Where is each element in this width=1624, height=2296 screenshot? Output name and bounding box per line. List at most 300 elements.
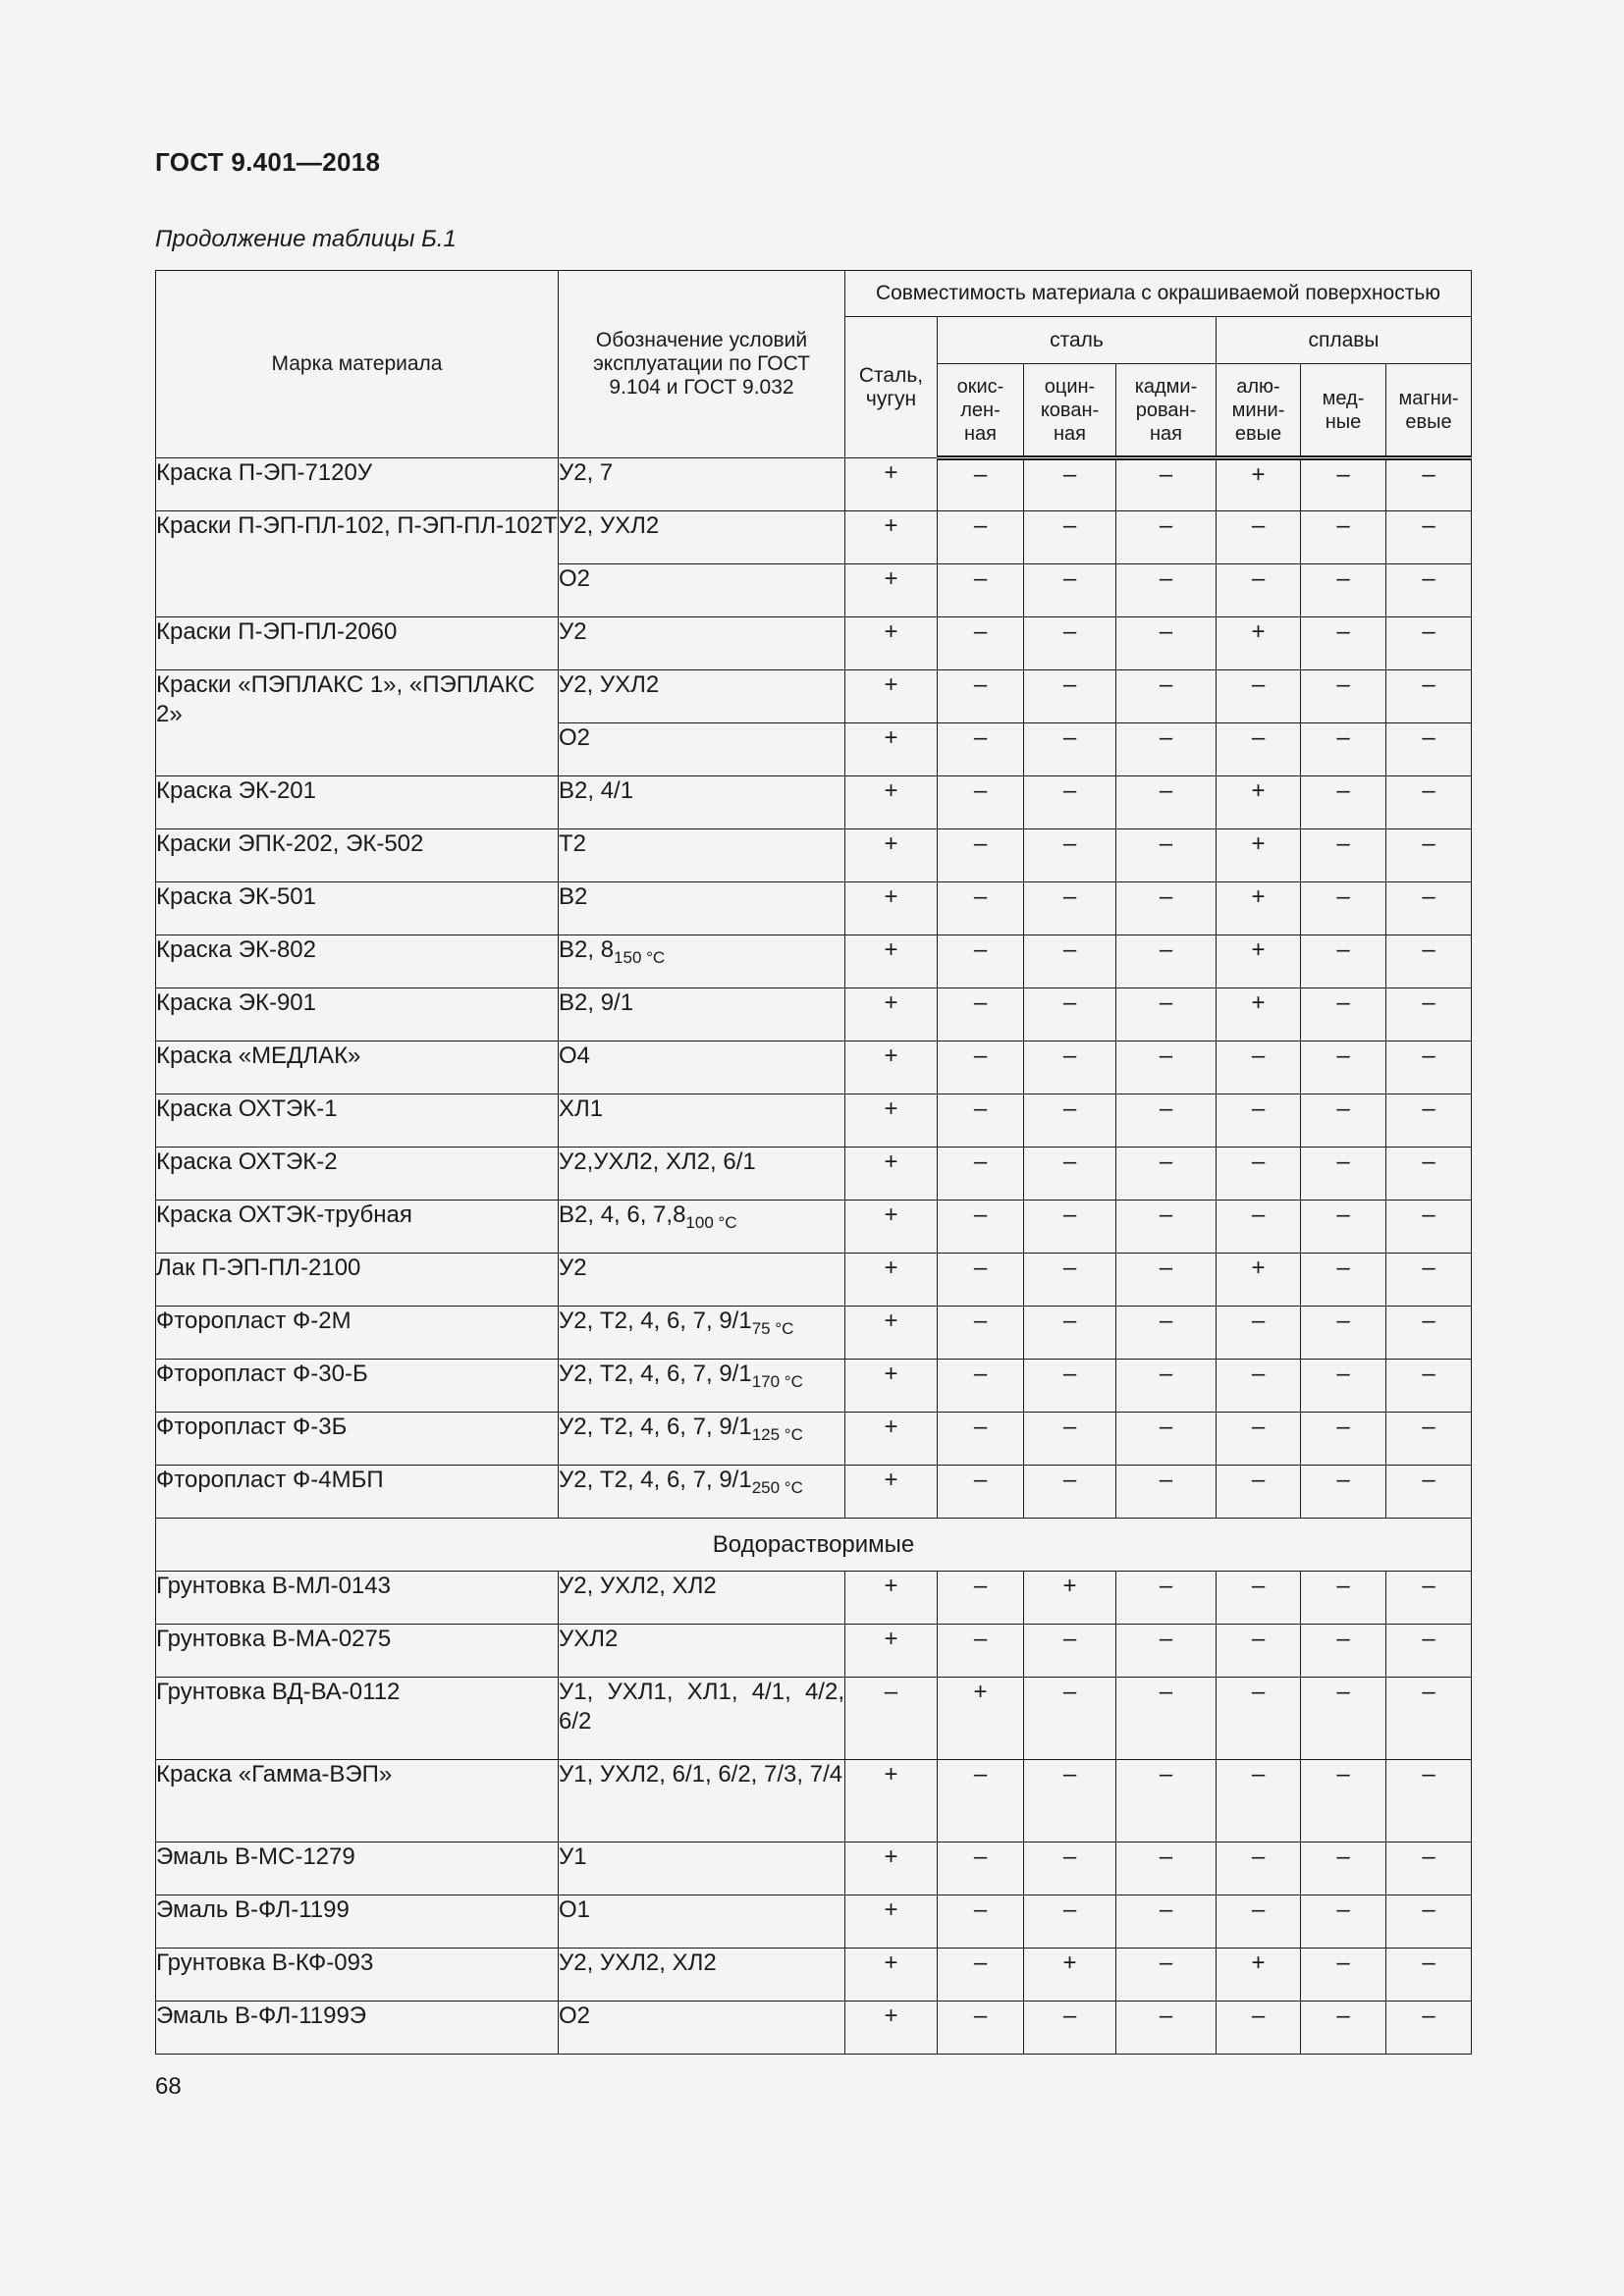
mark-cadmium: – — [1116, 723, 1217, 776]
mark-cadmium: – — [1116, 1095, 1217, 1148]
mark-oxidized: – — [938, 1041, 1024, 1095]
section-row — [156, 1519, 1472, 1572]
table-row — [156, 882, 1472, 935]
material-name: Краска ОХТЭК-1 — [156, 1095, 559, 1148]
conditions: У2, УХЛ2 — [559, 670, 845, 723]
mark-cadmium: – — [1116, 1572, 1217, 1625]
mark-steel-iron: + — [845, 511, 938, 564]
material-name: Краски ЭПК-202, ЭК-502 — [156, 829, 559, 882]
mark-oxidized: – — [938, 1842, 1024, 1896]
material-name: Грунтовка В-МА-0275 — [156, 1625, 559, 1678]
table-row — [156, 1360, 1472, 1413]
mark-oxidized: – — [938, 1949, 1024, 2002]
conditions: О1 — [559, 1896, 845, 1949]
material-name: Краска ЭК-201 — [156, 776, 559, 829]
mark-magnesium: – — [1386, 1307, 1472, 1360]
mark-oxidized: – — [938, 670, 1024, 723]
mark-copper: – — [1301, 458, 1386, 511]
conditions: У2 — [559, 617, 845, 670]
mark-oxidized: – — [938, 1307, 1024, 1360]
mark-galvanized: – — [1024, 882, 1116, 935]
mark-steel-iron: + — [845, 1572, 938, 1625]
table-row — [156, 511, 1472, 564]
table-row — [156, 1949, 1472, 2002]
material-name: Краска ОХТЭК-трубная — [156, 1201, 559, 1254]
mark-oxidized: – — [938, 723, 1024, 776]
mark-aluminum: + — [1217, 1254, 1301, 1307]
table-row — [156, 1678, 1472, 1760]
mark-galvanized: – — [1024, 1360, 1116, 1413]
mark-magnesium: – — [1386, 935, 1472, 988]
conditions: У2, УХЛ2, ХЛ2 — [559, 1949, 845, 2002]
mark-galvanized: – — [1024, 988, 1116, 1041]
mark-galvanized: – — [1024, 935, 1116, 988]
table-row — [156, 1041, 1472, 1095]
table-row — [156, 935, 1472, 988]
mark-aluminum: – — [1217, 1360, 1301, 1413]
mark-copper: – — [1301, 1360, 1386, 1413]
mark-aluminum: – — [1217, 1148, 1301, 1201]
table-row — [156, 1201, 1472, 1254]
mark-steel-iron: + — [845, 2002, 938, 2055]
mark-cadmium: – — [1116, 935, 1217, 988]
material-name: Фторопласт Ф-4МБП — [156, 1466, 559, 1519]
header-material: Марка материала — [156, 271, 559, 458]
mark-copper: – — [1301, 1148, 1386, 1201]
conditions: В2, 4/1 — [559, 776, 845, 829]
mark-steel-iron: + — [845, 617, 938, 670]
temperature-subscript: 100 °С — [685, 1213, 737, 1232]
mark-magnesium: – — [1386, 723, 1472, 776]
mark-oxidized: – — [938, 1760, 1024, 1842]
mark-cadmium: – — [1116, 1760, 1217, 1842]
mark-magnesium: – — [1386, 670, 1472, 723]
mark-oxidized: – — [938, 935, 1024, 988]
mark-oxidized: – — [938, 1201, 1024, 1254]
mark-copper: – — [1301, 882, 1386, 935]
material-name: Эмаль В-ФЛ-1199 — [156, 1896, 559, 1949]
mark-cadmium: – — [1116, 617, 1217, 670]
mark-copper: – — [1301, 511, 1386, 564]
table-row — [156, 2002, 1472, 2055]
mark-aluminum: – — [1217, 1041, 1301, 1095]
mark-copper: – — [1301, 723, 1386, 776]
header-magnesium: магни- евые — [1386, 364, 1472, 458]
mark-magnesium: – — [1386, 1625, 1472, 1678]
mark-steel-iron: + — [845, 829, 938, 882]
mark-galvanized: – — [1024, 1625, 1116, 1678]
table-row — [156, 1254, 1472, 1307]
mark-aluminum: – — [1217, 1466, 1301, 1519]
conditions: О2 — [559, 564, 845, 617]
conditions-text: У2, Т2, 4, 6, 7, 9/1 — [559, 1414, 752, 1440]
conditions: У2 — [559, 1254, 845, 1307]
mark-aluminum: – — [1217, 1413, 1301, 1466]
mark-galvanized: – — [1024, 1041, 1116, 1095]
mark-steel-iron: + — [845, 1625, 938, 1678]
mark-cadmium: – — [1116, 1041, 1217, 1095]
table-row — [156, 988, 1472, 1041]
mark-oxidized: – — [938, 882, 1024, 935]
mark-steel-iron: + — [845, 1466, 938, 1519]
mark-oxidized: – — [938, 988, 1024, 1041]
conditions: У2, УХЛ2 — [559, 511, 845, 564]
header-steel-group: сталь — [938, 317, 1217, 364]
mark-magnesium: – — [1386, 1201, 1472, 1254]
mark-aluminum: – — [1217, 511, 1301, 564]
table-caption: Продолжение таблицы Б.1 — [155, 226, 457, 252]
mark-cadmium: – — [1116, 776, 1217, 829]
mark-magnesium: – — [1386, 1760, 1472, 1842]
table-row — [156, 617, 1472, 670]
conditions: У2, 7 — [559, 458, 845, 511]
mark-magnesium: – — [1386, 2002, 1472, 2055]
material-name: Краски П-ЭП-ПЛ-102, П-ЭП-ПЛ-102Т — [156, 511, 559, 617]
material-name: Грунтовка В-МЛ-0143 — [156, 1572, 559, 1625]
mark-cadmium: – — [1116, 988, 1217, 1041]
mark-steel-iron: + — [845, 670, 938, 723]
mark-oxidized: – — [938, 1466, 1024, 1519]
conditions — [559, 1360, 845, 1413]
conditions: О4 — [559, 1041, 845, 1095]
material-name: Краска П-ЭП-7120У — [156, 458, 559, 511]
mark-steel-iron: + — [845, 1041, 938, 1095]
header-copper: мед- ные — [1301, 364, 1386, 458]
material-name: Грунтовка В-КФ-093 — [156, 1949, 559, 2002]
mark-oxidized: – — [938, 1360, 1024, 1413]
mark-magnesium: – — [1386, 1466, 1472, 1519]
conditions: У2,УХЛ2, ХЛ2, 6/1 — [559, 1148, 845, 1201]
mark-galvanized: – — [1024, 511, 1116, 564]
material-name: Фторопласт Ф-2М — [156, 1307, 559, 1360]
mark-galvanized: – — [1024, 458, 1116, 511]
material-name: Фторопласт Ф-30-Б — [156, 1360, 559, 1413]
material-name: Грунтовка ВД-ВА-0112 — [156, 1678, 559, 1760]
temperature-subscript: 150 °С — [614, 948, 666, 967]
mark-cadmium: – — [1116, 1625, 1217, 1678]
conditions — [559, 935, 845, 988]
table-row — [156, 1760, 1472, 1842]
mark-aluminum: – — [1217, 1307, 1301, 1360]
mark-galvanized: – — [1024, 1307, 1116, 1360]
mark-aluminum: – — [1217, 1572, 1301, 1625]
mark-aluminum: – — [1217, 1896, 1301, 1949]
mark-magnesium: – — [1386, 1572, 1472, 1625]
mark-oxidized: – — [938, 829, 1024, 882]
mark-magnesium: – — [1386, 1949, 1472, 2002]
material-name: Краски «ПЭПЛАКС 1», «ПЭПЛАКС 2» — [156, 670, 559, 776]
mark-oxidized: – — [938, 1095, 1024, 1148]
mark-steel-iron: + — [845, 776, 938, 829]
conditions-text: В2, 4, 6, 7,8 — [559, 1201, 686, 1228]
mark-copper: – — [1301, 1949, 1386, 2002]
mark-magnesium: – — [1386, 1041, 1472, 1095]
header-steel-iron: Сталь, чугун — [845, 317, 938, 458]
conditions — [559, 1307, 845, 1360]
mark-steel-iron: + — [845, 1148, 938, 1201]
mark-galvanized: – — [1024, 723, 1116, 776]
mark-galvanized: – — [1024, 829, 1116, 882]
header-galvanized: оцин- кован- ная — [1024, 364, 1116, 458]
conditions-text: В2, 8 — [559, 936, 615, 963]
mark-cadmium: – — [1116, 511, 1217, 564]
mark-copper: – — [1301, 1413, 1386, 1466]
conditions: У1 — [559, 1842, 845, 1896]
page-number: 68 — [155, 2073, 182, 2100]
mark-magnesium: – — [1386, 1842, 1472, 1896]
mark-oxidized: – — [938, 617, 1024, 670]
mark-copper: – — [1301, 1625, 1386, 1678]
mark-oxidized: – — [938, 1896, 1024, 1949]
header-oxidized: окис- лен- ная — [938, 364, 1024, 458]
table-row — [156, 776, 1472, 829]
mark-copper: – — [1301, 1201, 1386, 1254]
conditions-text: У2, Т2, 4, 6, 7, 9/1 — [559, 1308, 752, 1334]
mark-galvanized: – — [1024, 776, 1116, 829]
mark-steel-iron: + — [845, 1760, 938, 1842]
mark-cadmium: – — [1116, 1466, 1217, 1519]
mark-cadmium: – — [1116, 2002, 1217, 2055]
mark-magnesium: – — [1386, 1678, 1472, 1760]
mark-aluminum: + — [1217, 458, 1301, 511]
conditions: У2, УХЛ2, ХЛ2 — [559, 1572, 845, 1625]
header-cadmium: кадми- рован- ная — [1116, 364, 1217, 458]
mark-aluminum: – — [1217, 1201, 1301, 1254]
header-alloys-group: сплавы — [1217, 317, 1472, 364]
mark-cadmium: – — [1116, 1949, 1217, 2002]
mark-copper: – — [1301, 935, 1386, 988]
mark-galvanized: – — [1024, 1095, 1116, 1148]
mark-galvanized: – — [1024, 1760, 1116, 1842]
mark-galvanized: – — [1024, 1466, 1116, 1519]
mark-steel-iron: + — [845, 988, 938, 1041]
conditions-text: У2, Т2, 4, 6, 7, 9/1 — [559, 1361, 752, 1387]
mark-cadmium: – — [1116, 1307, 1217, 1360]
table-row — [156, 670, 1472, 723]
mark-cadmium: – — [1116, 458, 1217, 511]
mark-magnesium: – — [1386, 1896, 1472, 1949]
mark-steel-iron: + — [845, 564, 938, 617]
table-row — [156, 1466, 1472, 1519]
temperature-subscript: 75 °С — [751, 1319, 794, 1338]
table-row — [156, 1148, 1472, 1201]
mark-steel-iron: + — [845, 1254, 938, 1307]
mark-galvanized: – — [1024, 1148, 1116, 1201]
mark-galvanized: + — [1024, 1572, 1116, 1625]
mark-steel-iron: + — [845, 1307, 938, 1360]
mark-steel-iron: + — [845, 1896, 938, 1949]
mark-aluminum: – — [1217, 564, 1301, 617]
mark-aluminum: + — [1217, 617, 1301, 670]
conditions: ХЛ1 — [559, 1095, 845, 1148]
mark-magnesium: – — [1386, 776, 1472, 829]
conditions: УХЛ2 — [559, 1625, 845, 1678]
material-name: Эмаль В-МС-1279 — [156, 1842, 559, 1896]
temperature-subscript: 170 °С — [751, 1372, 803, 1391]
mark-cadmium: – — [1116, 1678, 1217, 1760]
mark-galvanized: – — [1024, 2002, 1116, 2055]
mark-aluminum: + — [1217, 882, 1301, 935]
material-name: Фторопласт Ф-3Б — [156, 1413, 559, 1466]
mark-galvanized: – — [1024, 1678, 1116, 1760]
mark-magnesium: – — [1386, 617, 1472, 670]
mark-galvanized: – — [1024, 617, 1116, 670]
mark-aluminum: – — [1217, 723, 1301, 776]
mark-aluminum: – — [1217, 1760, 1301, 1842]
mark-galvanized: – — [1024, 1254, 1116, 1307]
mark-aluminum: – — [1217, 1625, 1301, 1678]
mark-steel-iron: – — [845, 1678, 938, 1760]
mark-oxidized: – — [938, 1148, 1024, 1201]
mark-magnesium: – — [1386, 564, 1472, 617]
mark-aluminum: + — [1217, 935, 1301, 988]
mark-magnesium: – — [1386, 829, 1472, 882]
mark-magnesium: – — [1386, 1148, 1472, 1201]
mark-magnesium: – — [1386, 1413, 1472, 1466]
material-name: Краска ОХТЭК-2 — [156, 1148, 559, 1201]
mark-cadmium: – — [1116, 1896, 1217, 1949]
mark-oxidized: – — [938, 511, 1024, 564]
mark-galvanized: – — [1024, 1896, 1116, 1949]
mark-aluminum: + — [1217, 988, 1301, 1041]
conditions — [559, 1413, 845, 1466]
mark-magnesium: – — [1386, 1254, 1472, 1307]
conditions: У1, УХЛ2, 6/1, 6/2, 7/3, 7/4 — [559, 1760, 845, 1842]
conditions: Т2 — [559, 829, 845, 882]
section-water-soluble: Водорастворимые — [156, 1519, 1472, 1572]
mark-magnesium: – — [1386, 1360, 1472, 1413]
temperature-subscript: 250 °С — [751, 1478, 803, 1497]
mark-steel-iron: + — [845, 1095, 938, 1148]
conditions — [559, 1201, 845, 1254]
mark-copper: – — [1301, 1678, 1386, 1760]
mark-oxidized: + — [938, 1678, 1024, 1760]
table-row — [156, 1842, 1472, 1896]
conditions: В2 — [559, 882, 845, 935]
mark-magnesium: – — [1386, 882, 1472, 935]
mark-steel-iron: + — [845, 1201, 938, 1254]
material-name: Краска «МЕДЛАК» — [156, 1041, 559, 1095]
material-name: Краска ЭК-901 — [156, 988, 559, 1041]
mark-copper: – — [1301, 564, 1386, 617]
mark-aluminum: + — [1217, 1949, 1301, 2002]
mark-copper: – — [1301, 829, 1386, 882]
mark-cadmium: – — [1116, 1842, 1217, 1896]
mark-copper: – — [1301, 1041, 1386, 1095]
mark-steel-iron: + — [845, 1949, 938, 2002]
mark-oxidized: – — [938, 776, 1024, 829]
conditions-text: У2, Т2, 4, 6, 7, 9/1 — [559, 1467, 752, 1493]
mark-copper: – — [1301, 1307, 1386, 1360]
mark-cadmium: – — [1116, 882, 1217, 935]
mark-magnesium: – — [1386, 988, 1472, 1041]
mark-copper: – — [1301, 1760, 1386, 1842]
mark-oxidized: – — [938, 1572, 1024, 1625]
mark-aluminum: – — [1217, 1678, 1301, 1760]
material-name: Краски П-ЭП-ПЛ-2060 — [156, 617, 559, 670]
mark-galvanized: + — [1024, 1949, 1116, 2002]
mark-galvanized: – — [1024, 564, 1116, 617]
header-conditions: Обозначение условий эксплуатации по ГОСТ 9.104 и ГОСТ 9.032 — [559, 271, 845, 458]
mark-oxidized: – — [938, 1254, 1024, 1307]
table-row — [156, 829, 1472, 882]
mark-copper: – — [1301, 776, 1386, 829]
mark-steel-iron: + — [845, 1413, 938, 1466]
mark-cadmium: – — [1116, 1360, 1217, 1413]
table-row — [156, 1625, 1472, 1678]
table-row — [156, 1572, 1472, 1625]
material-name: Краска ЭК-501 — [156, 882, 559, 935]
material-name: Краска «Гамма-ВЭП» — [156, 1760, 559, 1842]
compatibility-table — [155, 270, 1472, 2055]
mark-copper: – — [1301, 617, 1386, 670]
material-name: Эмаль В-ФЛ-1199Э — [156, 2002, 559, 2055]
mark-aluminum: – — [1217, 1095, 1301, 1148]
conditions — [559, 1466, 845, 1519]
mark-copper: – — [1301, 988, 1386, 1041]
conditions: О2 — [559, 2002, 845, 2055]
mark-copper: – — [1301, 2002, 1386, 2055]
mark-copper: – — [1301, 1095, 1386, 1148]
mark-oxidized: – — [938, 1413, 1024, 1466]
mark-copper: – — [1301, 1254, 1386, 1307]
mark-cadmium: – — [1116, 670, 1217, 723]
mark-copper: – — [1301, 1466, 1386, 1519]
conditions: В2, 9/1 — [559, 988, 845, 1041]
mark-galvanized: – — [1024, 670, 1116, 723]
mark-steel-iron: + — [845, 1360, 938, 1413]
conditions: У1, УХЛ1, ХЛ1, 4/1, 4/2, 6/2 — [559, 1678, 845, 1760]
mark-copper: – — [1301, 670, 1386, 723]
mark-magnesium: – — [1386, 511, 1472, 564]
mark-galvanized: – — [1024, 1201, 1116, 1254]
mark-cadmium: – — [1116, 1148, 1217, 1201]
mark-copper: – — [1301, 1896, 1386, 1949]
conditions: О2 — [559, 723, 845, 776]
table-row — [156, 1413, 1472, 1466]
mark-steel-iron: + — [845, 458, 938, 511]
table-row — [156, 1095, 1472, 1148]
material-name: Краска ЭК-802 — [156, 935, 559, 988]
mark-aluminum: + — [1217, 776, 1301, 829]
temperature-subscript: 125 °С — [751, 1425, 803, 1444]
mark-oxidized: – — [938, 564, 1024, 617]
header-aluminum: алю- мини- евые — [1217, 364, 1301, 458]
mark-oxidized: – — [938, 458, 1024, 511]
mark-aluminum: + — [1217, 829, 1301, 882]
mark-steel-iron: + — [845, 1842, 938, 1896]
mark-cadmium: – — [1116, 564, 1217, 617]
mark-cadmium: – — [1116, 829, 1217, 882]
mark-magnesium: – — [1386, 1095, 1472, 1148]
table-row — [156, 458, 1472, 511]
table-row — [156, 1307, 1472, 1360]
mark-steel-iron: + — [845, 723, 938, 776]
mark-copper: – — [1301, 1572, 1386, 1625]
material-name: Лак П-ЭП-ПЛ-2100 — [156, 1254, 559, 1307]
mark-oxidized: – — [938, 2002, 1024, 2055]
mark-cadmium: – — [1116, 1413, 1217, 1466]
mark-aluminum: – — [1217, 2002, 1301, 2055]
mark-oxidized: – — [938, 1625, 1024, 1678]
mark-steel-iron: + — [845, 935, 938, 988]
table-row — [156, 1896, 1472, 1949]
mark-aluminum: – — [1217, 1842, 1301, 1896]
header-compatibility: Совместимость материала с окрашиваемой поверхностью — [845, 271, 1472, 317]
document-title: ГОСТ 9.401—2018 — [155, 147, 381, 177]
mark-copper: – — [1301, 1842, 1386, 1896]
mark-galvanized: – — [1024, 1842, 1116, 1896]
